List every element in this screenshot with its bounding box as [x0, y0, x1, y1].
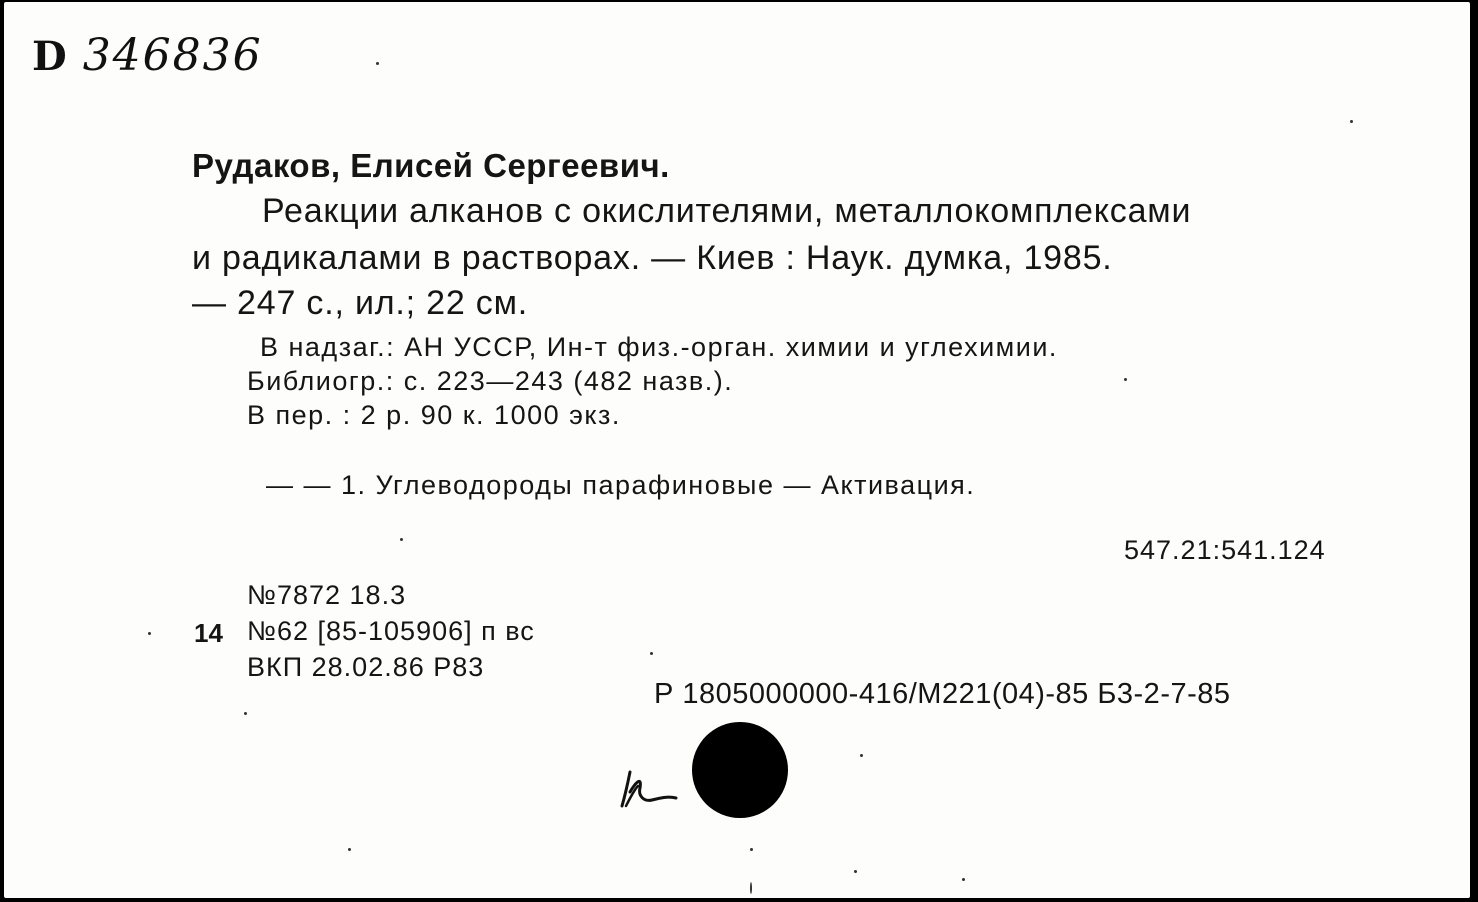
speck [650, 652, 653, 655]
call-number [32, 30, 263, 81]
speck [854, 870, 857, 873]
udc-code: 547.21:541.124 [1124, 535, 1326, 565]
speck [148, 632, 151, 635]
isbn-code: Р 1805000000-416/М221(04)-85 Б3-2-7-85 [654, 678, 1231, 710]
note-price: В пер. : 2 р. 90 к. 1000 экз. [247, 400, 621, 430]
service-line-3: ВКП 28.02.86 Р83 [247, 652, 485, 682]
punch-hole [692, 722, 788, 818]
speck [750, 848, 753, 851]
card-edge-shadow [1470, 0, 1478, 902]
speck [400, 538, 403, 541]
speck [962, 878, 965, 881]
speck [244, 712, 247, 715]
speck [1124, 378, 1127, 381]
note-bibliography: Библиогр.: с. 223—243 (482 назв.). [247, 366, 734, 396]
title-line-1: Реакции алканов с окислителями, металлокомплексами [262, 192, 1192, 230]
speck [376, 62, 379, 65]
catalog-card [4, 2, 1470, 898]
speck [750, 882, 752, 894]
author-name: Рудаков, Елисей Сергеевич. [192, 147, 670, 184]
speck [1350, 120, 1353, 123]
speck [348, 848, 351, 851]
call-number-prefix: D [32, 33, 69, 80]
service-line-2: №62 [85-105906] п вс [247, 616, 535, 646]
title-line-2: и радикалами в растворах. — Киев : Наук. думка, 1985. [192, 239, 1113, 277]
subject-heading: — — 1. Углеводороды парафиновые — Активация. [266, 470, 976, 500]
title-line-3: — 247 с., ил.; 22 см. [192, 284, 529, 322]
service-line-1: №7872 18.3 [247, 580, 407, 610]
service-number: 14 [194, 618, 223, 648]
handwritten-mark [616, 762, 680, 814]
speck [860, 754, 863, 757]
call-number-value: 346836 [82, 30, 263, 81]
note-institution: В надзаг.: АН УССР, Ин-т физ.-орган. химии и углехимии. [260, 332, 1058, 362]
